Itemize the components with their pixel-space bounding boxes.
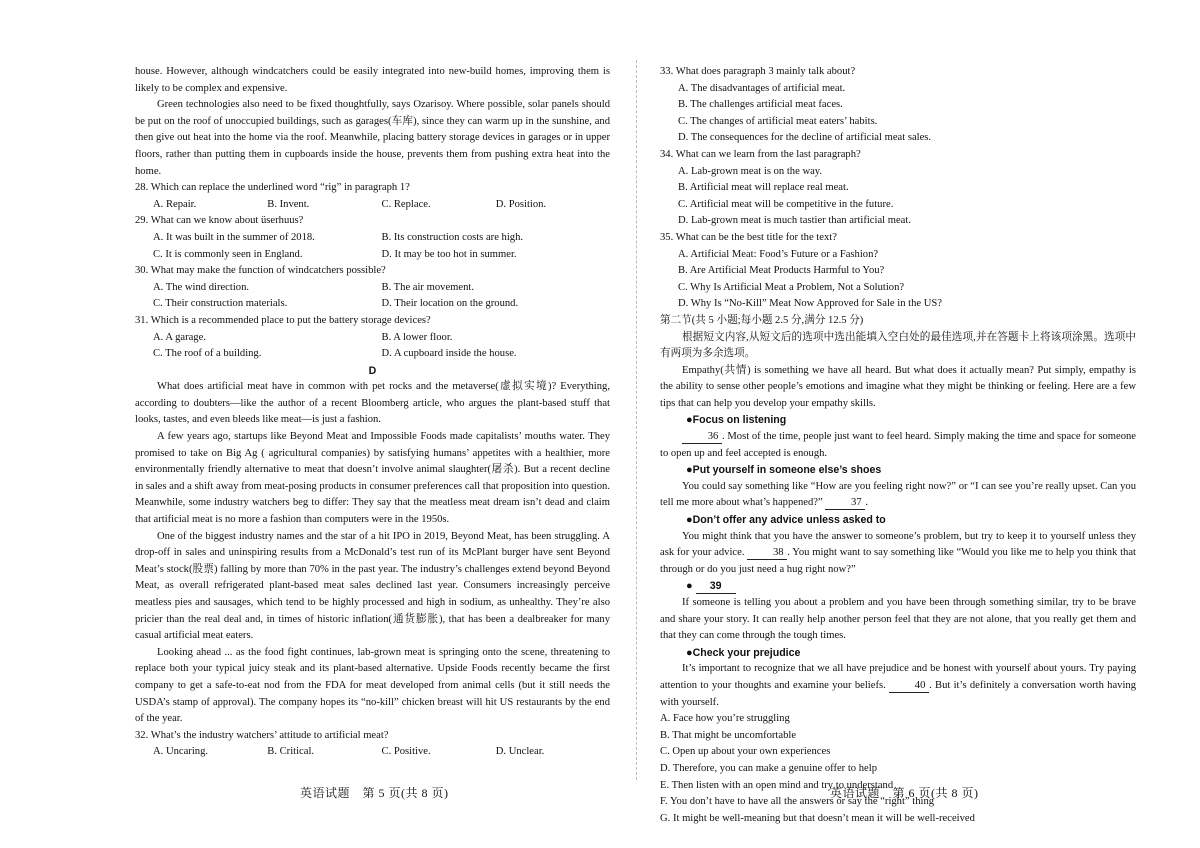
tip-heading: ●Don’t offer any advice unless asked to: [686, 514, 886, 527]
option: B. The air movement.: [381, 281, 474, 293]
question-34-options: [660, 164, 1136, 230]
question-32-options: [135, 744, 610, 761]
option: A. Face how you’re struggling: [660, 713, 790, 725]
option: D. A cupboard inside the house.: [381, 348, 517, 360]
question-31: 31. Which is a recommended place to put the battery storage devices?: [135, 314, 431, 326]
right-column: [660, 64, 1136, 827]
bullet-icon: ●: [686, 580, 693, 593]
option: C. Replace.: [381, 198, 431, 210]
question-31-options: [135, 330, 610, 363]
option: F. You don’t have to have all the answers or say the “right” thing: [660, 796, 935, 808]
tip-heading: [660, 578, 1136, 595]
paragraph: Empathy(共情) is something we have all heard. But what does it actually mean? Put simply, empathy is the ability to sense other people’s emotions and imagine what they might be thinking or feeling. Here are a few tips that can help you develop your empathy skills.: [660, 364, 1136, 409]
option: A. It was built in the summer of 2018.: [153, 231, 315, 243]
option: G. It might be well-meaning but that doesn’t mean it will be well-received: [660, 812, 975, 824]
option: B. Invent.: [267, 198, 310, 210]
option: C. Positive.: [381, 746, 431, 758]
option: D. Why Is “No-Kill” Meat Now Approved for Sale in the US?: [678, 298, 943, 310]
option: C. Artificial meat will be competitive in the future.: [678, 198, 894, 210]
option: B. Its construction costs are high.: [381, 231, 524, 243]
paragraph: Looking ahead ... as the food fight continues, lab-grown meat is springing onto the scene, threatening to replace both your typical juicy steak and its plant-based alternative. Upside Foods recently became the first company to get a safe-to-eat nod from the FDA for meat developed from animal cells (but it still needs the USDA’s stamp of approval). The company hopes its “no-kill” chicken breast will hit US restaurants by the end of the year.: [135, 646, 610, 725]
option: A. Repair.: [153, 198, 197, 210]
paragraph: What does artificial meat have in common with pet rocks and the metaverse(虚拟实境)? Everything, according to doubters—like the author of a recent Bloomberg article, who argues the plant-based stuff that looks, tastes, and even bleeds like meat—is just a fashion.: [135, 381, 610, 426]
paragraph: You might think that you have the answer to someone’s problem, but try to keep it to yourself unless they ask for your advice. 38 . You might want to say something like “Would you like me to help you think that through or do you just need a hug right now?”: [660, 530, 1136, 575]
option: D. Unclear.: [495, 746, 545, 758]
left-column: [135, 64, 610, 761]
question-28-options: [135, 197, 610, 214]
page-footer-left: 英语试题 第 5 页(共 8 页): [300, 786, 449, 800]
bullet-icon: ●: [686, 464, 693, 477]
option: A. Lab-grown meat is on the way.: [678, 165, 823, 177]
bullet-icon: ●: [686, 646, 693, 659]
blank-38: 38: [747, 546, 787, 560]
question-32: 32. What’s the industry watchers’ attitude to artificial meat?: [135, 729, 389, 741]
blank-37: 37: [825, 496, 865, 510]
question-35-options: [660, 247, 1136, 313]
bullet-icon: ●: [686, 414, 693, 427]
question-28: 28. Which can replace the underlined word “rig” in paragraph 1?: [135, 182, 410, 194]
instructions: 根据短文内容,从短文后的选项中选出能填入空白处的最佳选项,并在答题卡上将该项涂黑。选项中有两项为多余选项。: [660, 331, 1136, 360]
option: D. It may be too hot in summer.: [381, 248, 517, 260]
paragraph: One of the biggest industry names and the star of a hit IPO in 2019, Beyond Meat, has been struggling. A drop-off in sales and uninspiring results from a McDonald’s test run of its McPlant burger have sent Beyond Meat’s stock(股票) falling by more than 70% in the past year. The industry’s challenges extend beyond Beyond Meat, as overall refrigerated plant-based meat sales declined last year. Consumers increasingly perceive meatless pies and sausages, which tend to be highly processed and high in sodium, as unhealthy. They’re also pricier than the real deal and, in times of historic inflation(通货膨胀), that has been a dealbreaker for many casual artificial meat eaters.: [135, 530, 610, 642]
option: D. Lab-grown meat is much tastier than artificial meat.: [678, 215, 911, 227]
option: B. Artificial meat will replace real meat.: [678, 182, 849, 194]
option: D. The consequences for the decline of artificial meat sales.: [678, 132, 932, 144]
option: B. Are Artificial Meat Products Harmful to You?: [678, 265, 885, 277]
option: A. The wind direction.: [153, 281, 250, 293]
option: C. The changes of artificial meat eaters’ habits.: [678, 115, 878, 127]
paragraph: If someone is telling you about a problem and you have been through something similar, try to be brave and share your story. It can really help another person feel that they are not alone, that you really get them and that they can come through the tough times.: [660, 597, 1136, 642]
paragraph: 36 . Most of the time, people just want to feel heard. Simply making the time and space for someone to open up and feel accepted is enough.: [660, 431, 1137, 459]
option: D. Their location on the ground.: [381, 298, 519, 310]
question-34: 34. What can we learn from the last paragraph?: [660, 148, 861, 160]
blank-36: 36: [682, 430, 722, 444]
question-29: 29. What can we know about üserhuus?: [135, 215, 304, 227]
column-divider: [636, 60, 637, 780]
paragraph: You could say something like “How are you feeling right now?” or “I can see you’re really upset. Can you tell me more about what’s happened?” 37 .: [660, 480, 1136, 509]
option: D. Therefore, you can make a genuine offer to help: [660, 762, 877, 774]
question-29-options: [135, 230, 610, 263]
question-33-options: [660, 81, 1136, 147]
paragraph: house. However, although windcatchers could be easily integrated into new-build homes, improving them is likely to be complex and expensive.: [135, 66, 610, 94]
option: A. A garage.: [153, 331, 206, 343]
tip-heading: ●Put yourself in someone else’s shoes: [686, 464, 882, 477]
option: B. Critical.: [267, 746, 315, 758]
answer-options: [660, 711, 1136, 827]
paragraph: A few years ago, startups like Beyond Meat and Impossible Foods made capitalists’ mouths water. They promised to take on Big Ag ( agricultural companies) by satisfying humans’ appetites with a healthier, more environmentally friendly alternative to meat that doesn’t involve animal slaughter(屠杀). But a recent decline in sales and a shift away from meat-posing products in consumer preferences call that proposition into question. Meanwhile, some industry watchers beg to differ: They say that the meatless meat dream isn’t dead and claim that artificial meat is no more a fashion than computers were in the 1950s.: [135, 431, 610, 526]
option: C. The roof of a building.: [153, 348, 262, 360]
paragraph: Green technologies also need to be fixed thoughtfully, says Ozarisoy. Where possible, solar panels should be put on the roof of unoccupied buildings, such as garages(车库), since they can warm up in the sunshine, and then give out heat into the home via the roof. Meanwhile, placing battery storage devices in garages or in upper floors, rather than putting them in cupboards inside the house, prevents them from pushing extra heat into the home.: [135, 99, 610, 177]
option: A. Artificial Meat: Food’s Future or a Fashion?: [678, 248, 879, 260]
tip-heading: ●Check your prejudice: [686, 646, 801, 659]
section-2-heading: 第二节(共 5 小题;每小题 2.5 分,满分 12.5 分): [660, 314, 864, 326]
question-35: 35. What can be the best title for the text?: [660, 231, 837, 243]
blank-40: 40: [889, 679, 929, 693]
paragraph: It’s important to recognize that we all have prejudice and be honest with yourself about yours. Try paying attention to your thoughts and examine your beliefs. 40 . But it’s definitely a conversation worth having with yourself.: [660, 663, 1137, 708]
option: E. Then listen with an open mind and try to understand: [660, 779, 894, 791]
option: C. Their construction materials.: [153, 298, 288, 310]
option: B. That might be uncomfortable: [660, 729, 797, 741]
option: D. Position.: [495, 198, 547, 210]
question-30: 30. What may make the function of windcatchers possible?: [135, 265, 386, 277]
blank-39: 39: [696, 580, 736, 594]
option: A. Uncaring.: [153, 746, 209, 758]
bullet-icon: ●: [686, 514, 693, 527]
question-33: 33. What does paragraph 3 mainly talk about?: [660, 66, 856, 77]
question-30-options: [135, 280, 610, 313]
option: B. The challenges artificial meat faces.: [678, 99, 843, 111]
option: B. A lower floor.: [381, 331, 453, 343]
section-heading-d: D: [368, 364, 377, 377]
option: C. Open up about your own experiences: [660, 746, 831, 758]
option: C. It is commonly seen in England.: [153, 248, 303, 260]
page-footer-right: 英语试题 第 6 页(共 8 页): [830, 786, 979, 800]
tip-heading: ●Focus on listening: [686, 414, 787, 427]
option: C. Why Is Artificial Meat a Problem, Not a Solution?: [678, 281, 905, 293]
option: A. The disadvantages of artificial meat.: [678, 82, 846, 94]
